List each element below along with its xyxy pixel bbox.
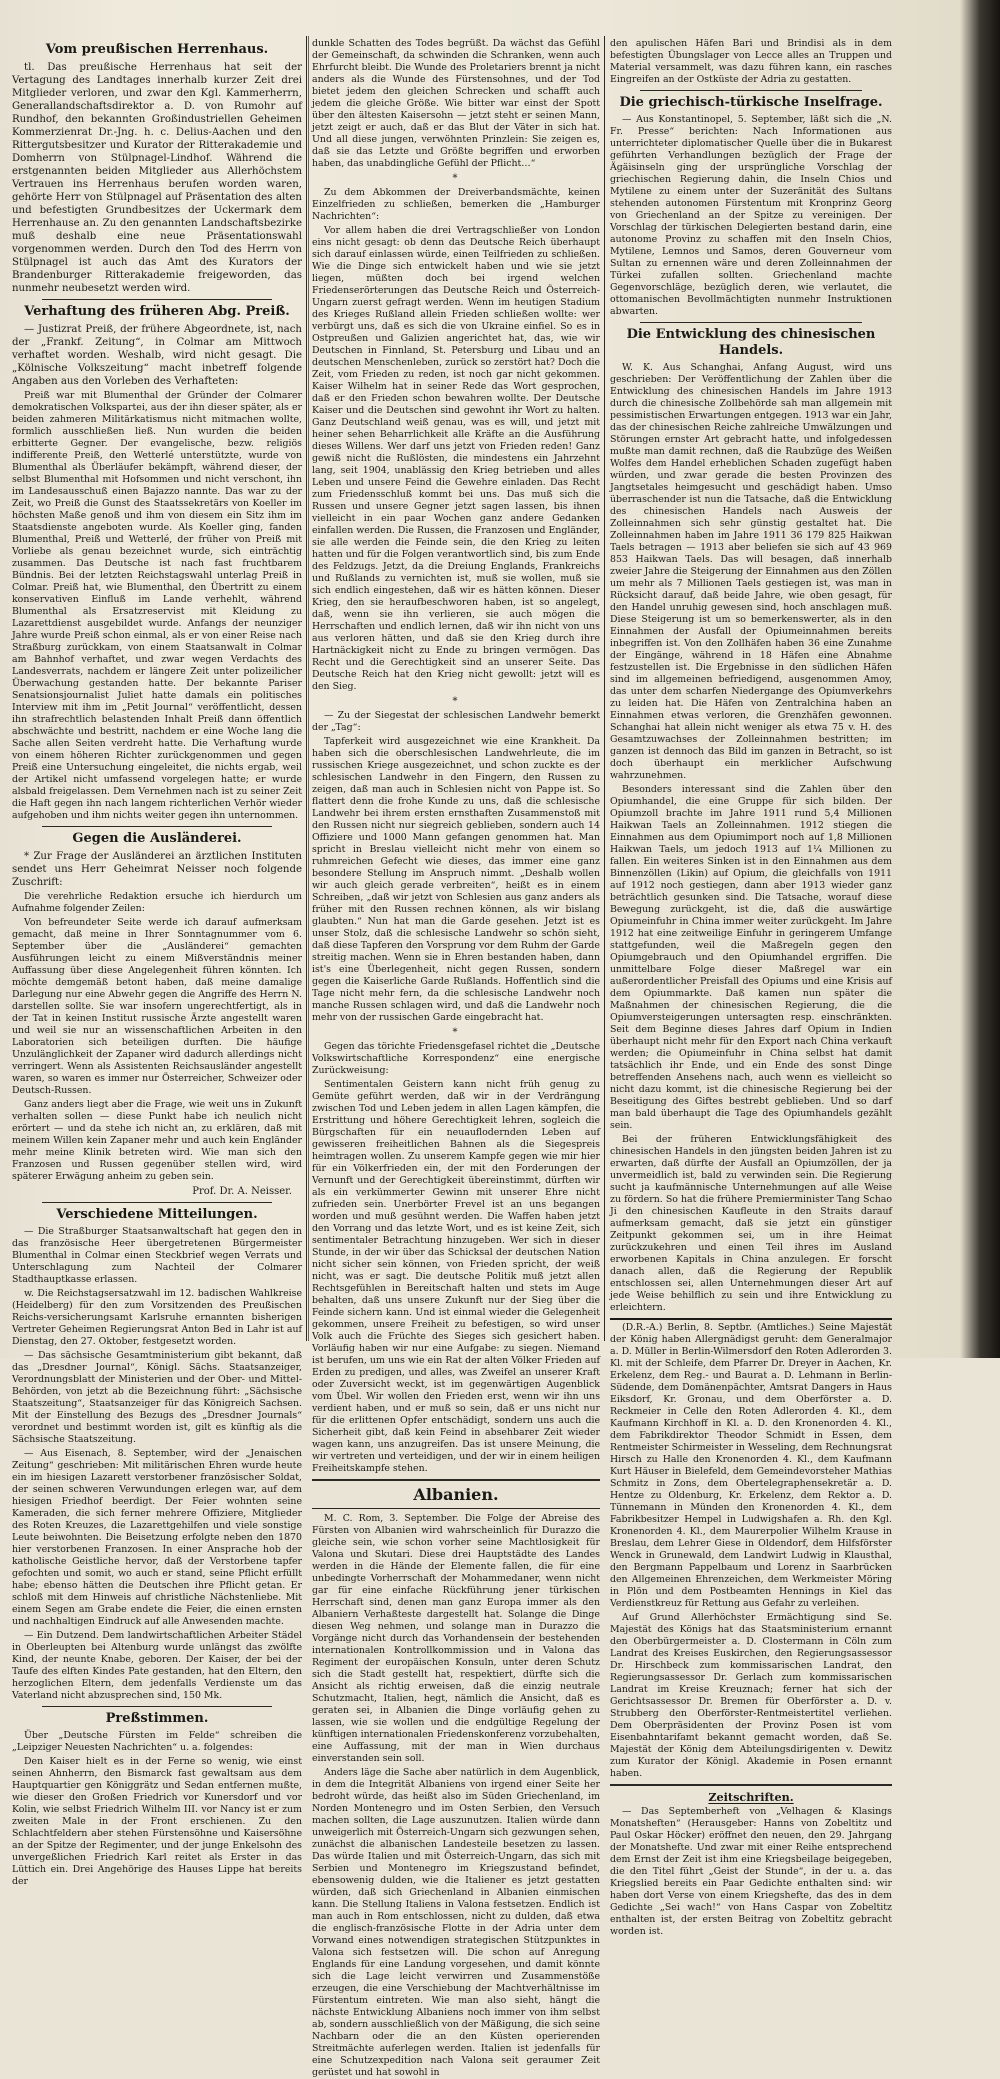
asterisk-separator: * bbox=[452, 1027, 460, 1038]
section-rule bbox=[312, 1508, 600, 1509]
news-item: — Die Straßburger Staatsanwaltschaft hat gegen den in das französische Heer übergetretenen Bürgermeister Blumenthal in Colmar einen Steckbrief wegen Verrats und Unterschlagung zum Nachteil der Colmarer Stadthauptkasse erlassen. bbox=[12, 1226, 302, 1285]
press-intro: Über „Deutsche Fürsten im Felde“ schreiben die „Leipziger Neuesten Nachrichten“ u. a. folgendes: bbox=[12, 1730, 302, 1753]
headline-herrenhaus: Vom preußischen Herrenhaus. bbox=[45, 42, 269, 57]
article-albanien-2: Anders läge die Sache aber natürlich in dem Augenblick, in dem die Integrität Albaniens von irgend einer Seite her bedroht würde, das heißt also im Süden Griechenland, im Norden Montenegro und im Osten Serbien, den Versuch machen sollten, die Lage auszunutzen. Italien würde dann unweigerlich mit Österreich-Ungarn sich gezwungen sehen, zunächst die albanischen Landesteile besetzen zu lassen. Das würde Italien und mit Österreich-Ungarn, das sich mit Serbien und Montenegro im Kriegszustand befindet, ebensowenig dulden, wie die Italiener es jetzt gestatten würden, daß sich Griechenland in Albanien einmischen kann. Die Stellung Italiens in Valona festsetzen. Endlich ist man auch in Rom entschlossen, nicht zu dulden, daß etwa die englisch-französische Flotte in der Adria unter dem Vorwand eines notwendigen strategischen Stützpunktes in Valona sich festsetzen will. Die schon auf Anregung Englands für eine Landung vorgesehen, und damit könnte sich die Lage leicht verwirren und Zusammenstöße erzeugen, die eine Verschiebung der Machtverhältnisse im Fürstentum eintreten. Wie man also sieht, hängt die nächste Entwicklung Albaniens noch immer von ihm selbst ab, sondern ausschließlich von der Mäßigung, die sich seine Nachbarn oder die an den Küsten operierenden Streitmächte auferlegen werden. Italien ist jedenfalls für eine Schutzexpedition nach Valona seit geraumer Zeit gerüstet und hat sowohl in bbox=[312, 1767, 600, 2078]
article-preiss-intro: — Justizrat Preiß, der frühere Abgeordnete, ist, nach der „Frankf. Zeitung“, in Colmar am Mittwoch verhaftet worden. Weshalb, wird nicht gesagt. Die „Kölnische Volkszeitung“ macht inbetreff folgende Angaben aus den Vorleben des Verhafteten: bbox=[12, 324, 302, 387]
press-quote: Den Kaiser hielt es in der Ferne so wenig, wie einst seinen Ahnherrn, den Bismarck fast gewaltsam aus dem Hauptquartier gen Königgrätz und Sedan entfernen mußte, wie dieser den Großen Friedrich vor Kunersdorf und vor Kolin, wie selbst Friedrich Wilhelm III. vor Nancy ist er zum zweiten Male in der Front erschienen. Zu den Schlachtfeldern aber stehen Fürstensöhne und Kaisersöhne an der Spitze der Regimenter, und der junge Enkelsohn des unvergeßlichen Friedrich Karl reitet als Erster in das Lüttich ein. Drei Angehörige des Hauses Lippe hat bereits der bbox=[12, 1756, 302, 1887]
article-herrenhaus: tl. Das preußische Herrenhaus hat seit der Vertagung des Landtages innerhalb kurzer Zeit drei Mitglieder verloren, und zwar den Kgl. Kammerherrn, Generallandschaftsdirektor a. D. von Rumohr auf Rundhof, den bekannten Großindustriellen Geheimen Kommerzienrat Dr.-Jng. h. c. Delius-Aachen und den Rittergutsbesitzer und Kurator der Ritterakademie und Domherrn von Stülpnagel-Lindhof. Während die erstgenannten beiden Mitglieder aus Allerhöchstem Vertrauen ins Herrenhaus berufen worden waren, gehörte Herr von Stülpnagel auf Präsentation des alten und befestigten Grundbesitzes der Uckermark dem Herrenhause an. Zu den genannten Landschaftsbezirke muß deshalb eine neue Präsentationswahl vorgenommen werden. Durch den Tod des Herrn von Stülpnagel ist auch das Amt des Kurators der Brandenburger Ritterakademie freigeworden, das nunmehr neubesetzt werden wird. bbox=[12, 62, 302, 294]
press-friedens-intro: Gegen das törichte Friedensgefasel richtet die „Deutsche Volkswirtschaftliche Korrespondenz“ eine energische Zurückweisung: bbox=[312, 1041, 600, 1076]
article-auslaenderei-note: Die verehrliche Redaktion ersuche ich hierdurch um Aufnahme folgender Zeilen: bbox=[12, 891, 302, 914]
asterisk-separator: * bbox=[452, 696, 460, 707]
press-hamburger-body: Vor allem haben die drei Vertragschließer von London eins nicht gesagt: ob denn das Deutsche Reich überhaupt sich darauf einlassen würde, einen Teilfrieden zu schließen. Wie die Dinge sich entwickelt haben und wie sie jetzt liegen, müßten doch bei irgend welchen Friedenserörterungen das Deutsche Reich und Österreich-Ungarn zuerst gefragt werden. Wenn im heutigen Stadium des Krieges Rußland allein Frieden schließen wollte: wer verbürgt uns, daß es sich die von Ukraine einfiel. So es in Ostpreußen und Galizien angerichtet hat, das, wie wir Deutschen in Finnland, St. Petersburg und Libau und an deutschen Menschenleben, zurück so zerstört hat? Doch die Zeit, vom Frieden zu reden, ist noch gar nicht gekommen. Kaiser Wilhelm hat in seiner Rede das Wort gesprochen, daß er den Frieden schon bewahren wollte. Der Deutsche Kaiser und die Deutschen sind gewohnt ihr Wort zu halten. Ganz Deutschland weiß genau, was es will, und jetzt mit heiner sehen Beharrlichkeit alle Kräfte an die Ausführung dieses Willens. Wer darf uns jetzt von Frieden reden! Ganz gewiß nicht die Rußlösten, die mindestens ein Jahrzehnt lang, seit 1904, unablässig den Krieg betrieben und alles Leben und unsere Feind die Gewehre einladen. Das Recht zum Friedensschluß kommt bei uns. Das muß sich die Russen und unsere Gegner jetzt sagen lassen, bis ihnen vielleicht in ein paar Wochen ganz andere Gedanken einfallen werden. Die Russen, die Franzosen und Engländer, sie alle werden die Feinde sein, die den Krieg zu leiten hatten und für die Folgen verantwortlich sind, bis zum Ende des Feldzugs. Jetzt, da die Dreiung Englands, Frankreichs und Rußlands zu vernichten ist, muß sie wollen, muß sie sich endlich eingestehen, daß wir es hätten können. Dieser Krieg, den sie heraufbeschworen haben, ist so angelegt, daß, wenn sie ihn verlieren, sie auch mögen die Herrschaften und endlich lernen, daß wir ihn nicht von uns aus verloren hätten, und daß sie den Krieg durch ihre Hartnäckigkeit nicht zu Ende zu bringen vermögen. Das Recht und die Gerechtigkeit sind an unserer Seite. Das Deutsche Reich hat den Krieg nicht gewollt: jetzt will es den Sieg. bbox=[312, 225, 600, 692]
news-item: — Aus Eisenach, 8. September, wird der „Jenaischen Zeitung“ geschrieben: Mit militärischen Ehren wurde heute ein im hiesigen Lazarett verstorbener französischer Soldat, der seinen schweren Verwundungen erlegen war, auf dem hiesigen Friedhof beerdigt. Der Feier wohnten seine Kameraden, die sich ferner mehrere Offiziere, Mitglieder des Roten Kreuzes, die Lazarettgehilfen und viele sonstige Leute beiwohnten. Die Beisetzung erfolgte neben den 1870 hier verstorbenen Franzosen. In einer Ansprache hob der katholische Geistliche hervor, daß der Verstorbene tapfer gefochten und somit, wo auch er stand, seine Pflicht erfüllt habe; ebenso hätten die Deutschen ihre Pflicht getan. Er schloß mit dem Hinweis auf christliche Nächstenliebe. Mit einem Segen am Grabe endete die Feier, die einen ernsten und nachhaltigen Eindruck auf alle Anwesenden machte. bbox=[12, 1448, 302, 1627]
section-rule bbox=[610, 1784, 892, 1786]
headline-inselfrage: Die griechisch-türkische Inselfrage. bbox=[619, 95, 883, 110]
press-quote-continued: dunkle Schatten des Todes begrüßt. Da wächst das Gefühl der Gemeinschaft, da schwinden die Schranken, wenn auch Ehrfurcht bleibt. Die Wunde des Proletariers brennt ja nicht anders als die Wunde des Fürstensohnes, und der Tod bietet jedem den gleichen Schrecken und schafft auch jedem die gleiche Größe. Wie bitter war einst der Spott über den ältesten Kaisersohn — jetzt steht er seinen Mann, jetzt zeigt er auch, daß er das Blut der Väter in sich hat. Und all diese jungen, verwöhnten Prinzlein: Sie zeigen es, daß sie das Letzte und Größte begriffen und erworben haben, das unabdingliche Gefühl der Pflicht…“ bbox=[312, 38, 600, 169]
article-albanien-continued: den apulischen Häfen Bari und Brindisi als in dem befestigten Übungslager von Lecce alles an Truppen und Material versammelt, was dazu führen kann, ein rasches Eingreifen an der Ostküste der Adria zu gestatten. bbox=[610, 38, 892, 85]
official-notice-2: Auf Grund Allerhöchster Ermächtigung sind Se. Majestät des Königs hat das Staatsministerium ernannt den Oberbürgermeister a. D. Clostermann in Cöln zum Landrat des Kreises Euskirchen, den Regierungsassessor Dr. Hirschbeck zum kommissarischen Landrat, den Regierungsassessor Dr. Gerlach zum kommissarischen Landrat im Kreise Kreuznach; ferner hat sich der Gerichtsassessor Dr. Bremen für Oberförster a. D. v. Strubberg den Oberförster-Rentmeistertitel verliehen. Dem Oberpräsidenten der Provinz Posen ist vom Eisenbahntarifamt bekannt gemacht worden, daß Se. Majestät der König dem Abteilungsdirigenten v. Dewitz zum Kurator der Königl. Akademie in Posen ernannt haben. bbox=[610, 1612, 892, 1779]
column-middle bbox=[312, 38, 600, 2078]
article-preiss-body: Preiß war mit Blumenthal der Gründer der Colmarer demokratischen Volkspartei, aus der ihn dieser später, als er beiden zahmeren Militärkatismus nicht mitmachen wollte, formlich ausschließen ließ. Nun wurden die beiden erbitterte Gegner. Der evangelische, bezw. religiös indifferente Preiß, den Wetterlé unterstützte, wurde von Blumenthal als Überläufer bekämpft, während dieser, der selbst Blumenthal mit Hofsommen und nicht verschont, ihn im Landesausschuß einen Bajazzo nannte. Das war zu der Zeit, wo Preiß die Gunst des Staatssekretärs von Koeller im höchsten Maße genoß und ihm von diesem ein Sitz ihm im Staatsdienste angeboten wurde. Als Koeller ging, fanden Blumenthal, Preiß und Wetterlé, der früher von Preiß mit Vorliebe als genau bezeichnet wurde, sich einträchtig zusammen. Das Deutsche ist nach fast fruchtbarem Bündnis. Bei der letzten Reichstagswahl unterlag Preiß in Colmar. Preiß hat, wie Blumenthal, den Übertritt zu einem konservativen Einfluß im Lande verhehlt, während Blumenthal als Ersatzreservist mit Kleidung zu Lazarettdienst ausgebildet wurde. Anfangs der neunziger Jahre wurde Preiß schon einmal, als er von einer Reise nach Straßburg zurückkam, von einem Staatsanwalt in Colmar am Bahnhof verhaftet, und zwar wegen Verdachts des Landesverrats, nachdem er längere Zeit unter polizeilicher Überwachung gestanden hatte. Der bekannte Pariser Senatsionsjournalist Juliet hatte damals ein politisches Interview mit ihm im „Petit Journal“ veröffentlicht, dessen ihn strafrechtlich belastenden Inhalt Preiß dann öffentlich abschwächte und bestritt, nachdem er eine Woche lang die Sache allen Seiten verdreht hatte. Die Verhaftung wurde von einem höheren Richter zurückgenommen und gegen Preiß eine Untersuchung eingeleitet, die nichts ergab, weil der Artikel nicht umfassend vorgelegen hatte; er wurde alsbald freigelassen. Dem Vernehmen nach ist zu seiner Zeit die Haft gegen ihn nach langem richterlichen Verhör wieder aufgehoben und ihm nichts weiter gegen ihn unternommen. bbox=[12, 390, 302, 821]
news-item: w. Die Reichstagsersatzwahl im 12. badischen Wahlkreise (Heidelberg) für den zum Vorsitzenden des Preußischen Reichs-versicherungsamt Karlsruhe ernannten bisherigen Vertreter Geheimen Regierungsrat Anton Bed in Lahr ist auf Dienstag, den 27. Oktober, festgesetzt worden. bbox=[12, 1288, 302, 1347]
press-tag-body: Tapferkeit wird ausgezeichnet wie eine Krankheit. Da haben sich die oberschlesischen Landwehrleute, die im russischen Kriege ausgezeichnet, und schon zuckte es der schlesischen Landwehr in den Fingern, den Russen zu zeigen, daß man auch in Schlesien nicht von Pappe ist. So flattert denn die frohe Kunde zu uns, daß die schlesische Landwehr bei ihrem ersten ernsthaften Zusammenstoß mit den Russen nicht nur siegreich geblieben, sondern auch 14 Offiziere und 1000 Mann gefangen genommen hat. Man spricht in Breslau vielleicht nicht mehr von einem so ruhmreichen Gefecht wie dieses, das immer eine ganz besondere Stellung im Anspruch nimmt. „Deshalb wollen wir auch gleich gerade verbreiten“, heißt es in einem Schreiben, „daß wir jetzt von Schlesien aus ganz anders als früher mit den Russen rechnen können, als wir bislang glaubten.“ Nun hat man die Garde gesehen. Jetzt ist es unser Stolz, daß die schlesische Landwehr so schön sieht, daß diese Tapferen den Vorsprung vor dem Ruhm der Garde streitig machen. Wenn sie in Ehren bestanden haben, dann ist's eine Überlegenheit, nicht gegen Russen, sondern gegen die Kaiserliche Garde Rußlands. Hoffentlich sind die Tage nicht mehr fern, da die schlesische Landwehr noch manche Russen schlagen wird, und daß die Landwehr noch mehr von der russischen Garde eingebracht hat. bbox=[312, 736, 600, 1023]
column-right bbox=[610, 38, 893, 1937]
asterisk-separator: * bbox=[452, 173, 460, 184]
press-hamburger-intro: Zu dem Abkommen der Dreiverbandsmächte, keinen Einzelfrieden zu schließen, bemerken die „Hamburger Nachrichten“: bbox=[312, 187, 600, 222]
headline-chinesischer-handel: Die Entwicklung des chinesischen Handels. bbox=[626, 327, 876, 358]
article-handel: W. K. Aus Schanghai, Anfang August, wird uns geschrieben: Der Veröffentlichung der Zahlen über die Entwicklung des chinesischen Handels im Jahre 1913 durch die chinesische Zollbehörde sah man allgemein mit pessimistischen Erwartungen entgegen. 1913 war ein Jahr, das der chinesischen Reiche zahlreiche Umwälzungen und Störungen ernster Art gebracht hatte, und infolgedessen mußte man damit rechnen, daß die Raubzüge des Weißen Wolfes dem Handel erheblichen Schaden zugefügt haben würden, und zwar gerade die besten Provinzen des Jangtsetales heimgesucht und geschädigt haben. Umso überraschender ist nun die Tatsache, daß die Entwicklung des chinesischen Handels nach Ausweis der Zolleinnahmen sich sehr günstig gestaltet hat. Die Zolleinnahmen haben im Jahre 1911 36 179 825 Haikwan Taels betragen — 1913 aber beliefen sie sich auf 43 969 853 Haikwan Taels. Das will besagen, daß innerhalb zweier Jahre die Steigerung der Einnahmen aus den Zöllen um mehr als 7 Millionen Taels gestiegen ist, was man in Rücksicht darauf, daß beide Jahre, wie oben gesagt, für den Handel unruhig gewesen sind, hoch anschlagen muß. Diese Steigerung ist um so bemerkenswerter, als in den Einnahmen der Ausfall der Opiumeinnahmen bereits inbegriffen ist. Von den Zollhäfen haben 36 eine Zunahme der Eingänge, während in 18 Häfen eine Abnahme festzustellen ist. Die Ergebnisse in den südlichen Häfen sind im allgemeinen befriedigend, ausgenommen Amoy, das unter dem scharfen Niedergange des Opiumverkehrs zu leiden hat. Die Häfen von Zentralchina haben an Einnahmen etwas verloren, die Grenzhäfen gewonnen. Schanghai hat allein nicht weniger als etwa 75 v. H. des Gesamtzuwachses der Zolleinnahmen bestritten; im ganzen ist dennoch das Bild im ganzen in Betracht, so ist doch überhaupt ein merklicher Aufschwung wahrzunehmen. bbox=[610, 362, 893, 781]
news-item: — Ein Dutzend. Dem landwirtschaftlichen Arbeiter Städel in Oberleupten bei Altenburg wurde unlängst das zwölfte Kind, der neunte Knabe, geboren. Der Kaiser, der bei der Taufe des elften Kindes Pate gestanden, hat den Eltern, den herzoglichen Eltern, dem jedenfalls Verdienste um das Vaterland nicht abzusprechen sind, 150 Mk. bbox=[12, 1630, 302, 1701]
article-auslaenderei-body: Von befreundeter Seite werde ich darauf aufmerksam gemacht, daß meine in Ihrer Sonntagnummer vom 6. September über die „Ausländerei“ gemachten Ausführungen leicht zu einem Mißverständnis meiner Auffassung über diese Angelegenheit führen könnten. Ich möchte demgemäß betont haben, daß meine damalige Darlegung nur eine Abwehr gegen die Angriffe des Herrn N. darstellen sollte. Sie war insofern ungerechtfertigt, als in der Tat in keinen Institut russische Ärzte angestellt waren und weil sie nur an wissenschaftlichen Arbeiten in den Laboratorien sich beteiligen durften. Die häufige Unzulänglichkeit der Zapaner wird dadurch allerdings nicht verringert. Wenn als Assistenten Reichsausländer angestellt waren, so waren es immer nur Österreicher, Schweizer oder Deutsch-Russen. bbox=[12, 917, 302, 1096]
separator bbox=[42, 826, 272, 827]
headline-auslaenderei: Gegen die Ausländerei. bbox=[72, 831, 242, 846]
signature-neisser: Prof. Dr. A. Neisser. bbox=[192, 1186, 292, 1197]
column-rule bbox=[306, 36, 307, 1341]
article-handel-outlook: Bei der früheren Entwicklungsfähigkeit des chinesischen Handels in den jüngsten beiden Jahren ist zu erwarten, daß dürfte der Ausfall an Opiumzöllen, der ja unvermeidlich ist, bald zu verwinden sein. Die Regierung sucht ja kaufmännische Unternehmungen auf alle Weise zu fördern. So hat die frühere Premierminister Tang Schao Ji den chinesischen Kaufleute in den Straits darauf aufmerksam gemacht, daß sie jetzt ein günstiger Zeitpunkt gekommen sei, um in ihre Heimat zurückzukehren und einen Teil ihres im Ausland erworbenen Kapitals in China anzulegen. Er forscht danach allen, daß die Regierung der Republik entschlossen sei, allen Unternehmungen dieser Art auf jede Weise behilflich zu sein und ihre Entwicklung zu erleichtern. bbox=[610, 1134, 892, 1313]
article-auslaenderei-intro: * Zur Frage der Ausländerei an ärztlichen Instituten sendet uns Herr Geheimrat Neisser noch folgende Zuschrift: bbox=[12, 851, 302, 888]
separator bbox=[42, 1706, 272, 1707]
article-zeitschriften: — Das Septemberheft von „Velhagen & Klasings Monatsheften“ (Herausgeber: Hanns von Zobeltitz und Paul Oskar Höcker) eröffnet den neuen, den 29. Jahrgang der Monatshefte. Und zwar mit einer Reihe entsprechend dem Ernst der Zeit ist ihm eine Kriegsbeilage beigegeben, die den Titel führt „Geist der Stunde“, in der u. a. das Kriegslied bereits ein Paar Gedichte enthalten sind: wir haben dort Verse von einem Kriegshefte, das des in dem Gedichte „Sei wach!“ von Hans Caspar von Zobeltitz enthalten ist, der ersten Beitrag von Zobeltitz gebracht worden ist. bbox=[610, 1806, 892, 1937]
press-tag-intro: — Zu der Siegestat der schlesischen Landwehr bemerkt der „Tag“: bbox=[312, 710, 600, 733]
headline-pressestimmen: Preßstimmen. bbox=[105, 1711, 209, 1726]
news-item: — Das sächsische Gesamtministerium gibt bekannt, daß das „Dresdner Journal“, Königl. Sächs. Staatsanzeiger, Verordnungsblatt der Ministerien und der Ober- und Mittel-Behörden, von jetzt ab die Bezeichnung führt: „Sächsische Staatszeitung“, Staatsanzeiger für das Königreich Sachsen. Mit der Einstellung des Bezugs des „Dresdner Journals“ verordnet und bestimmt worden ist, gilt es künftig als die Sächsische Staatszeitung. bbox=[12, 1350, 302, 1445]
article-auslaenderei-body2: Ganz anders liegt aber die Frage, wie weit uns in Zukunft verhalten sollen — diese Punkt habe ich neulich nicht erörtert — und da stehe ich nicht an, zu erklären, daß mit meinem Willen kein Zapaner mehr und auch kein Engländer mehr meine Klinik betreten wird. Wie man sich den Franzosen und Russen gegenüber stellen wird, wird späterer Erwägung anheim zu geben sein. bbox=[12, 1099, 302, 1182]
section-rule bbox=[312, 1479, 600, 1481]
headline-preiss: Verhaftung des früheren Abg. Preiß. bbox=[24, 304, 290, 319]
headline-zeitschriften: Zeitschriften. bbox=[708, 1790, 794, 1804]
article-handel-opium: Besonders interessant sind die Zahlen über den Opiumhandel, die eine Gruppe für sich bilden. Der Opiumzoll brachte im Jahre 1911 rund 5,4 Millionen Haikwan Taels an Zolleinnahmen. 1912 stiegen die Einnahmen aus dem Opiumimport noch auf 1,8 Millionen Haikwan Taels, um jedoch 1913 auf 1¼ Millionen zu fallen. Ein weiteres Sinken ist in den Einnahmen aus dem Binnenzöllen (Likin) auf Opium, die gleichfalls von 1911 auf 1912 noch gestiegen, dann aber 1913 wieder ganz beträchtlich gesunken sind. Die Tatsache, worauf diese Bewegung zurückgeht, ist die, daß die auswärtige Opiumeinfuhr in China immer weiter zurückgeht. Im Jahre 1912 hat eine zeitweilige Einfuhr in geringerem Umfange stattgefunden, weil die Maßregeln gegen den Opiumgebrauch und den Opiumhandel ergriffen. Die unmittelbare Folge dieser Maßregel war ein außerordentlicher Preisfall des Opiums und eine Krisis auf dem Opiummarkte. Daß kamen nun später die Maßnahmen der chinesischen Regierung, die die Opiumversteigerungen untersagten resp. einschränkten. Seit dem Beginne dieses Jahres darf Opium in Indien überhaupt nicht mehr für den Export nach China verkauft werden; die Opiumeinfuhr in China selbst hat damit tatsächlich ihr Ende, und ein Ende des sonst Dinge betreffenden Ansehens nach, auch wenn es vielleicht so nicht dazu kommt, ist die chinesische Regierung bei der Beseitigung des Giftes bestrebt geblieben. Und so darf man bald überhaupt die Tage des Opiumhandels gezählt sein. bbox=[610, 784, 892, 1131]
press-friedens-body: Sentimentalen Geistern kann nicht früh genug zu Gemüte geführt werden, daß wir in der Verdrängung zwischen Tod und Leben jedem in allen Lagen kämpfen, die Erstrittung und höhere Gerechtigkeit lehren, sogleich die Bürgschaften für ein neuauflodernden Leben auf gewisseren freiheitlichen Bahnen als die Siegespreis heimtragen wollen. Zu unserem Kampfe gegen wie mir hier für ein Völkerfrieden ein, der mit den Forderungen der Vernunft und der Gerechtigkeit übereinstimmt, dürften wir als ein verkümmerter Gewinn mit unserer Ehre nicht zufrieden sein. Unerbörter Frevel ist an uns begangen worden und muß gesühnt werden. Die Waffen haben jetzt den Vorrang und das letzte Wort, und es ist keine Zeit, sich sentimentaler Betrachtung hinzugeben. Wer sich in dieser Stunde, in der wir über das Schicksal der deutschen Nation nicht sicher sein können, von Frieden spricht, der weiß nicht, was er sagt. Die deutsche Politik muß jetzt allen Rechtsgefühlen in Bereitschaft halten und stets im Auge behalten, daß uns unsere Zukunft nur der Sieg über die Feinde sichern kann. Und ist einmal wieder die Gelegenheit gekommen, unsere Freiheit zu befestigen, so wird unser Volk auch die Früchte des Sieges sich gesichert haben. Vorläufig haben wir nur eine Aufgabe: zu siegen. Niemand ist berufen, um uns wie ein Rat der alten Völker Frieden auf Erden zu predigen, und alles, was Zweifel an unserer Kraft oder Zuversicht weckt, ist im gegenwärtigen Augenblick vom Übel. Wir wollen den Frieden erst, wenn wir ihn uns verdient haben, und er muß so sein, daß er uns nicht nur für die erlittenen Opfer entschädigt, sondern uns auch die Sicherheit gibt, daß kein Feind in absehbarer Zeit wieder wagen kann, uns anzugreifen. Das ist unsere Meinung, die wir vertreten und verteidigen, und der wir in einem heiligen Freiheitskampfe stehen. bbox=[312, 1079, 600, 1474]
separator bbox=[640, 90, 862, 91]
separator bbox=[42, 1202, 272, 1203]
column-rule bbox=[308, 36, 309, 1341]
article-albanien: M. C. Rom, 3. September. Die Folge der Abreise des Fürsten von Albanien wird wahrscheinlich für Durazzo die gleiche sein, wie schon vorher seine Machtlosigkeit für Valona und Skutari. Diese drei Hauptstädte des Landes werden in die Hände der Elemente fallen, die für eine unbedingte Vorherrschaft der Mohammedaner, wenn nicht gar für eine einfache Rückführung jener türkischen Herrschaft sind, denen man ganz Europa immer als den Albaniern Verhaßteste dargestellt hat. Solange die Dinge diesen Weg nehmen, und solange man in Durazzo die Vorgänge nicht durch das Vorhandensein der bestehenden internationalen Kontrollkommission und in Valona das Regiment der europäischen Konsuln, unter deren Schutz sich die Stadt gestellt hat, respektiert, dürfte sich die Ansicht als richtig erweisen, daß die einzig neutrale Schutzmacht, Italien, hegt, nämlich die Ansicht, daß es geraten sei, in Albanien die Dinge vorläufig gehen zu lassen, wie sie wollen und die endgültige Regelung der künftigen internationalen Friedenskonferenz vorzubehalten, eine Auffassung, mit der man in Wien durchaus einverstanden sein soll. bbox=[312, 1513, 600, 1764]
official-notice: (D.R.-A.) Berlin, 8. Septbr. (Amtliches.) Seine Majestät der König haben Allergnädigst geruht: dem Generalmajor a. D. Müller in Berlin-Wilmersdorf den Roten Adlerorden 3. Kl. mit der Schleife, dem Pfarrer Dr. Dreyer in Aachen, Kr. Erkelenz, dem Reg.- und Baurat a. D. Lehmann in Berlin-Südende, dem Domänenpächter, Amtsrat Dangers in Haus Eiksdorf, Kr. Gronau, und dem Oberförster a. D. Reckmeier in Celle den Roten Adlerorden 4. Kl., dem Kaufmann Kirchhoff in Kl. a. D. den Kronenorden 4. Kl., dem Fabrikdirektor Theodor Schmidt in Essen, dem Rentmeister Schirmeister in Wesseling, dem Rechnungsrat Hirsch zu Halle den Kronenorden 4. Kl., dem Kaufmann Kurt Häuser in Bielefeld, dem Gemeindevorsteher Mathias Schmitz in Zons, dem Obertelegraphensekretär a. D. Hentze zu Oldenburg, Kr. Erkelenz, dem Rektor a. D. Tünnemann in Münden den Kronenorden 4. Kl., dem Fabrikbesitzer Hempel in Ludwigshafen a. Rh. den Kgl. Kronenorden 4. Kl., dem Maurerpolier Wilhelm Krause in Breslau, dem Lehrer Giese in Oldendorf, dem Hilfsförster Wenck in Grunewald, dem Landwirt Ludwig in Klausthal, den Bergmann Pappelbaum und Lorenz in Saarbrücken den Allgemeinen Ehrenzeichen, dem Werkmeister Möring in Plön und dem Postbeamten Hennings in Kiel das Verdienstkreuz für Rettung aus Gefahr zu verleihen. bbox=[610, 1322, 892, 1609]
column-left bbox=[12, 38, 302, 1887]
headline-albanien: Albanien. bbox=[413, 1485, 499, 1504]
official-notices bbox=[610, 1318, 892, 1780]
article-inselfrage: — Aus Konstantinopel, 5. September, läßt sich die „N. Fr. Presse“ berichten: Nach Informationen aus unterrichteter diplomatischer Quelle über die in Bukarest geführten Verhandlungen bezüglich der Frage der Ägäisinseln ging der ursprüngliche Vorschlag der griechischen Regierung dahin, die Inseln Chios und Mytilene zu einem unter der Suzeränität des Sultans stehenden autonomen Fürstentum mit Kronprinz Georg von Griechenland an der Spitze zu vereinigen. Der Vorschlag der türkischen Delegierten bestand darin, eine autonome Provinz zu schaffen mit den Inseln Chios, Mytilene, Lemnos und Samos, deren Gouverneur vom Sultan zu ernennen wäre und deren Zolleinnahmen der Türkei zufallen sollten. Griechenland machte Gegenvorschläge, bezüglich deren, wie verlautet, die ottomanischen Bevollmächtigten nunmehr Instruktionen abwarten. bbox=[610, 114, 892, 317]
headline-mitteilungen: Verschiedene Mitteilungen. bbox=[56, 1207, 258, 1222]
separator bbox=[640, 322, 862, 323]
column-rule bbox=[604, 36, 605, 1341]
separator bbox=[42, 299, 272, 300]
